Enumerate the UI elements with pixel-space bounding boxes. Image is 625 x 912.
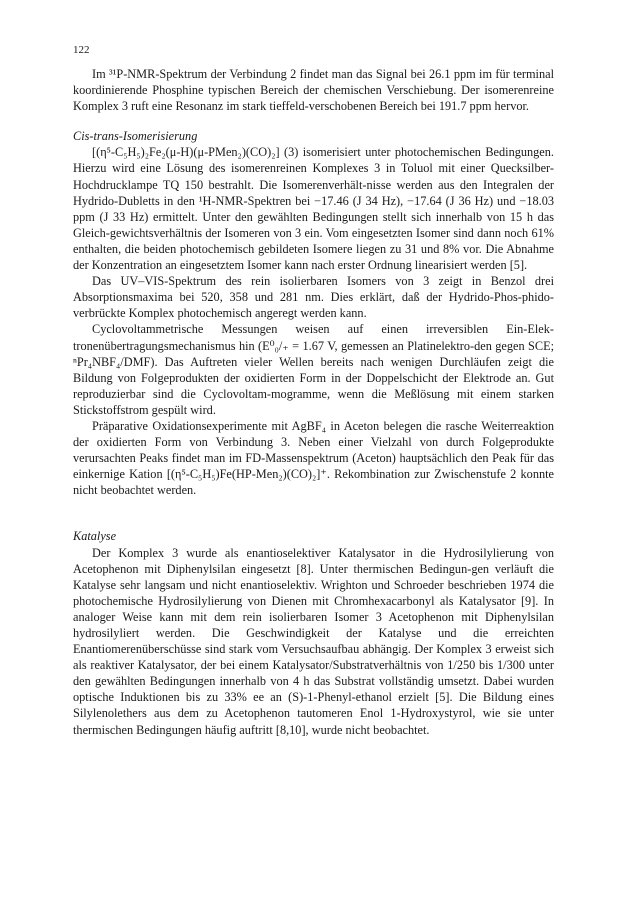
paragraph-uv-vis: Das UV–VIS-Spektrum des rein isolierbaren Isomers von 3 zeigt in Benzol drei Absorptionsmaxima bei 520, 358 und 281 nm. Dies erklärt, daß der Hydrido-Phos-phido-verbrückte Komplex photochemisch angeregt werden kann. [73, 274, 554, 321]
paragraph-oxidation: Präparative Oxidationsexperimente mit AgBF₄ in Aceton belegen die rasche Weiterreaktion der oxidierten Form von Verbindung 3. Neben einer Vielzahl von durch Folgeprodukte verursachten Peaks findet man im FD-Massenspektrum (Aceton) hauptsächlich den Peak für das einkernige Kation [(η⁵-C₅H₅)Fe(HP-Men₂)(CO)₂]⁺. Rekombination zur Zwischenstufe 2 konnte nicht beobachtet werden. [73, 418, 554, 498]
paragraph-catalysis: Der Komplex 3 wurde als enantioselektiver Katalysator in die Hydrosilylierung von Acetophenon mit Diphenylsilan eingesetzt [8]. Unter thermischen Bedingun-gen verläuft die Katalyse sehr langsam und nicht enantioselektiv. Wrighton und Schroeder beschrieben 1974 die photochemische Hydrosilylierung von Dienen mit Chromhexacarbonyl als Katalysator [9]. In analoger Weise kann mit dem rein isolierbaren Isomer 3 Acetophenon mit Diphenylsilan hydrosilyliert werden. Die Geschwindigkeit der Katalyse und die erreichten Enantiomerenüberschüsse sind stark vom Versuchsaufbau abhängig. Der Komplex 3 erweist sich als reaktiver Katalysator, der bei einem Katalysator/Substratverhältnis von 1/250 bis 1/300 unter den gewählten Bedingungen innerhalb von 4 h das Substrat vollständig umsetzt. Dabei wurden optische Induktionen bis zu 33% ee an (S)-1-Phenyl-ethanol erzielt [5]. Die Bildung eines Silylenolethers aus dem zu Acetophenon tautomeren Enol 1-Hydroxystyrol, wie sie unter thermischen Bedingungen häufig auftritt [8,10], wurde nicht beobachtet. [73, 545, 554, 737]
heading-isomerization: Cis-trans-Isomerisierung [73, 129, 198, 144]
page-number: 122 [73, 44, 90, 56]
paragraph-nmr: Im ³¹P-NMR-Spektrum der Verbindung 2 findet man das Signal bei 26.1 ppm im für terminal koordinierende Phosphine typischen Bereich der chemischen Verschiebung. Der isomerenreine Komplex 3 ruft eine Resonanz im stark tieffeld-verschobenen Bereich bei 191.7 ppm hervor. [73, 67, 554, 114]
paragraph-cyclovoltammetry: Cyclovoltammetrische Messungen weisen auf einen irreversiblen Ein-Elek-tronenübertragungsmechanismus hin (E⁰₀/₊ = 1.67 V, gemessen an Platinelektro-den gegen SCE; ⁿPr₄NBF₄/DMF). Das Auftreten vieler Wellen bereits nach wenigen Durchläufen zeigt die Bildung von Folgeprodukten der oxidierten Form in der Doppelschicht der Elektrode an. Gut reproduzierbar sind die Cyclovoltam-mogramme, wenn die Meßlösung mit einem starken Stickstoffstrom gespült wird. [73, 322, 554, 417]
heading-catalysis: Katalyse [73, 529, 117, 544]
page-body [73, 66, 554, 738]
paragraph-isomerization: [(η⁵-C₅H₅)₂Fe₂(μ-H)(μ-PMen₂)(CO)₂] (3) isomerisiert unter photochemischen Bedingungen. Hierzu wird eine Lösung des isomerenreinen Komplexes 3 in Toluol mit einer Quecksilber-Hochdrucklampe TQ 150 bestrahlt. Die Isomerenverhält-nisse werden aus den Integralen der Hydrido-Dubletts in den ¹H-NMR-Spektren bei −17.46 (J 34 Hz), −17.64 (J 36 Hz) und −18.03 ppm (J 33 Hz) ermittelt. Unter den gewählten Bedingungen stellt sich innerhalb von 15 h das Gleich-gewichtsverhältnis der Isomeren von 3 ein. Vom eingesetzten Isomer sind dann noch 61% enthalten, die beiden photochemisch gebildeten Isomere liegen zu 31 und 8% vor. Die Abnahme der Konzentration an eingesetztem Isomer kann nach erster Ordnung linearisiert werden [5]. [73, 145, 554, 273]
